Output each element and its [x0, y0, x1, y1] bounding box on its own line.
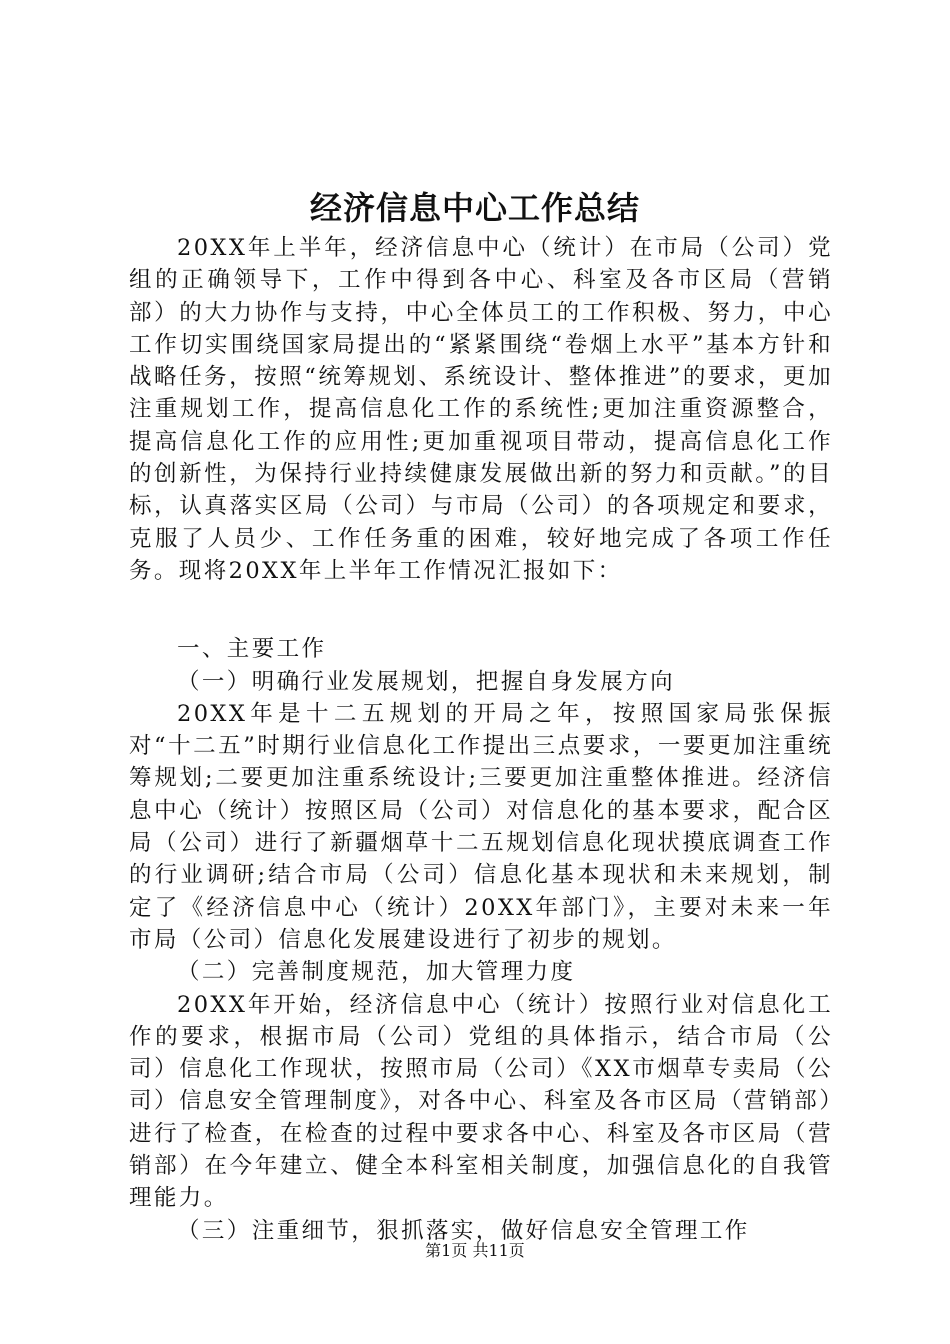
subsection-paragraph-1: 20XX年是十二五规划的开局之年，按照国家局张保振对“十二五”时期行业信息化工作提出三点要求，一要更加注重统筹规划;二要更加注重系统设计;三要更加注重整体推进。经济信息中心（统计）按照区局（公司）对信息化的基本要求，配合区局（公司）进行了新疆烟草十二五规划信息化现状摸底调查工作的行业调研;结合市局（公司）信息化基本现状和未来规划，制定了《经济信息中心（统计）20XX年部门》，主要对未来一年市局（公司）信息化发展建设进行了初步的规划。 [129, 700, 833, 953]
subsection-heading-3: （三）注重细节，狠抓落实，做好信息安全管理工作 [177, 1217, 750, 1244]
intro-paragraph: 20XX年上半年，经济信息中心（统计）在市局（公司）党组的正确领导下，工作中得到各中心、科室及各市区局（营销部）的大力协作与支持，中心全体员工的工作积极、努力，中心工作切实围绕国家局提出的“紧紧围绕“卷烟上水平”基本方针和战略任务，按照“统筹规划、系统设计、整体推进”的要求，更加注重规划工作，提高信息化工作的系统性;更加注重资源整合，提高信息化工作的应用性;更加重视项目带动，提高信息化工作的创新性，为保持行业持续健康发展做出新的努力和贡献。”的目标，认真落实区局（公司）与市局（公司）的各项规定和要求，克服了人员少、工作任务重的困难，较好地完成了各项工作任务。现将20XX年上半年工作情况汇报如下： [129, 235, 833, 584]
subsection-paragraph-2: 20XX年开始，经济信息中心（统计）按照行业对信息化工作的要求，根据市局（公司）党组的具体指示，结合市局（公司）信息化工作现状，按照市局（公司）《XX市烟草专卖局（公司）信息安全管理制度》，对各中心、科室及各市区局（营销部）进行了检查，在检查的过程中要求各中心、科室及各市区局（营销部）在今年建立、健全本科室相关制度，加强信息化的自我管理能力。 [129, 991, 833, 1212]
document-title: 经济信息中心工作总结 [309, 189, 640, 227]
document-body [129, 232, 833, 1247]
subsection-heading-2: （二）完善制度规范，加大管理力度 [177, 959, 576, 986]
paragraph-spacer [129, 587, 833, 633]
page-footer: 第1页 共11页 [425, 1241, 525, 1260]
subsection-heading-1: （一）明确行业发展规划，把握自身发展方向 [177, 668, 676, 695]
section-heading-main-work: 一、主要工作 [177, 636, 327, 663]
